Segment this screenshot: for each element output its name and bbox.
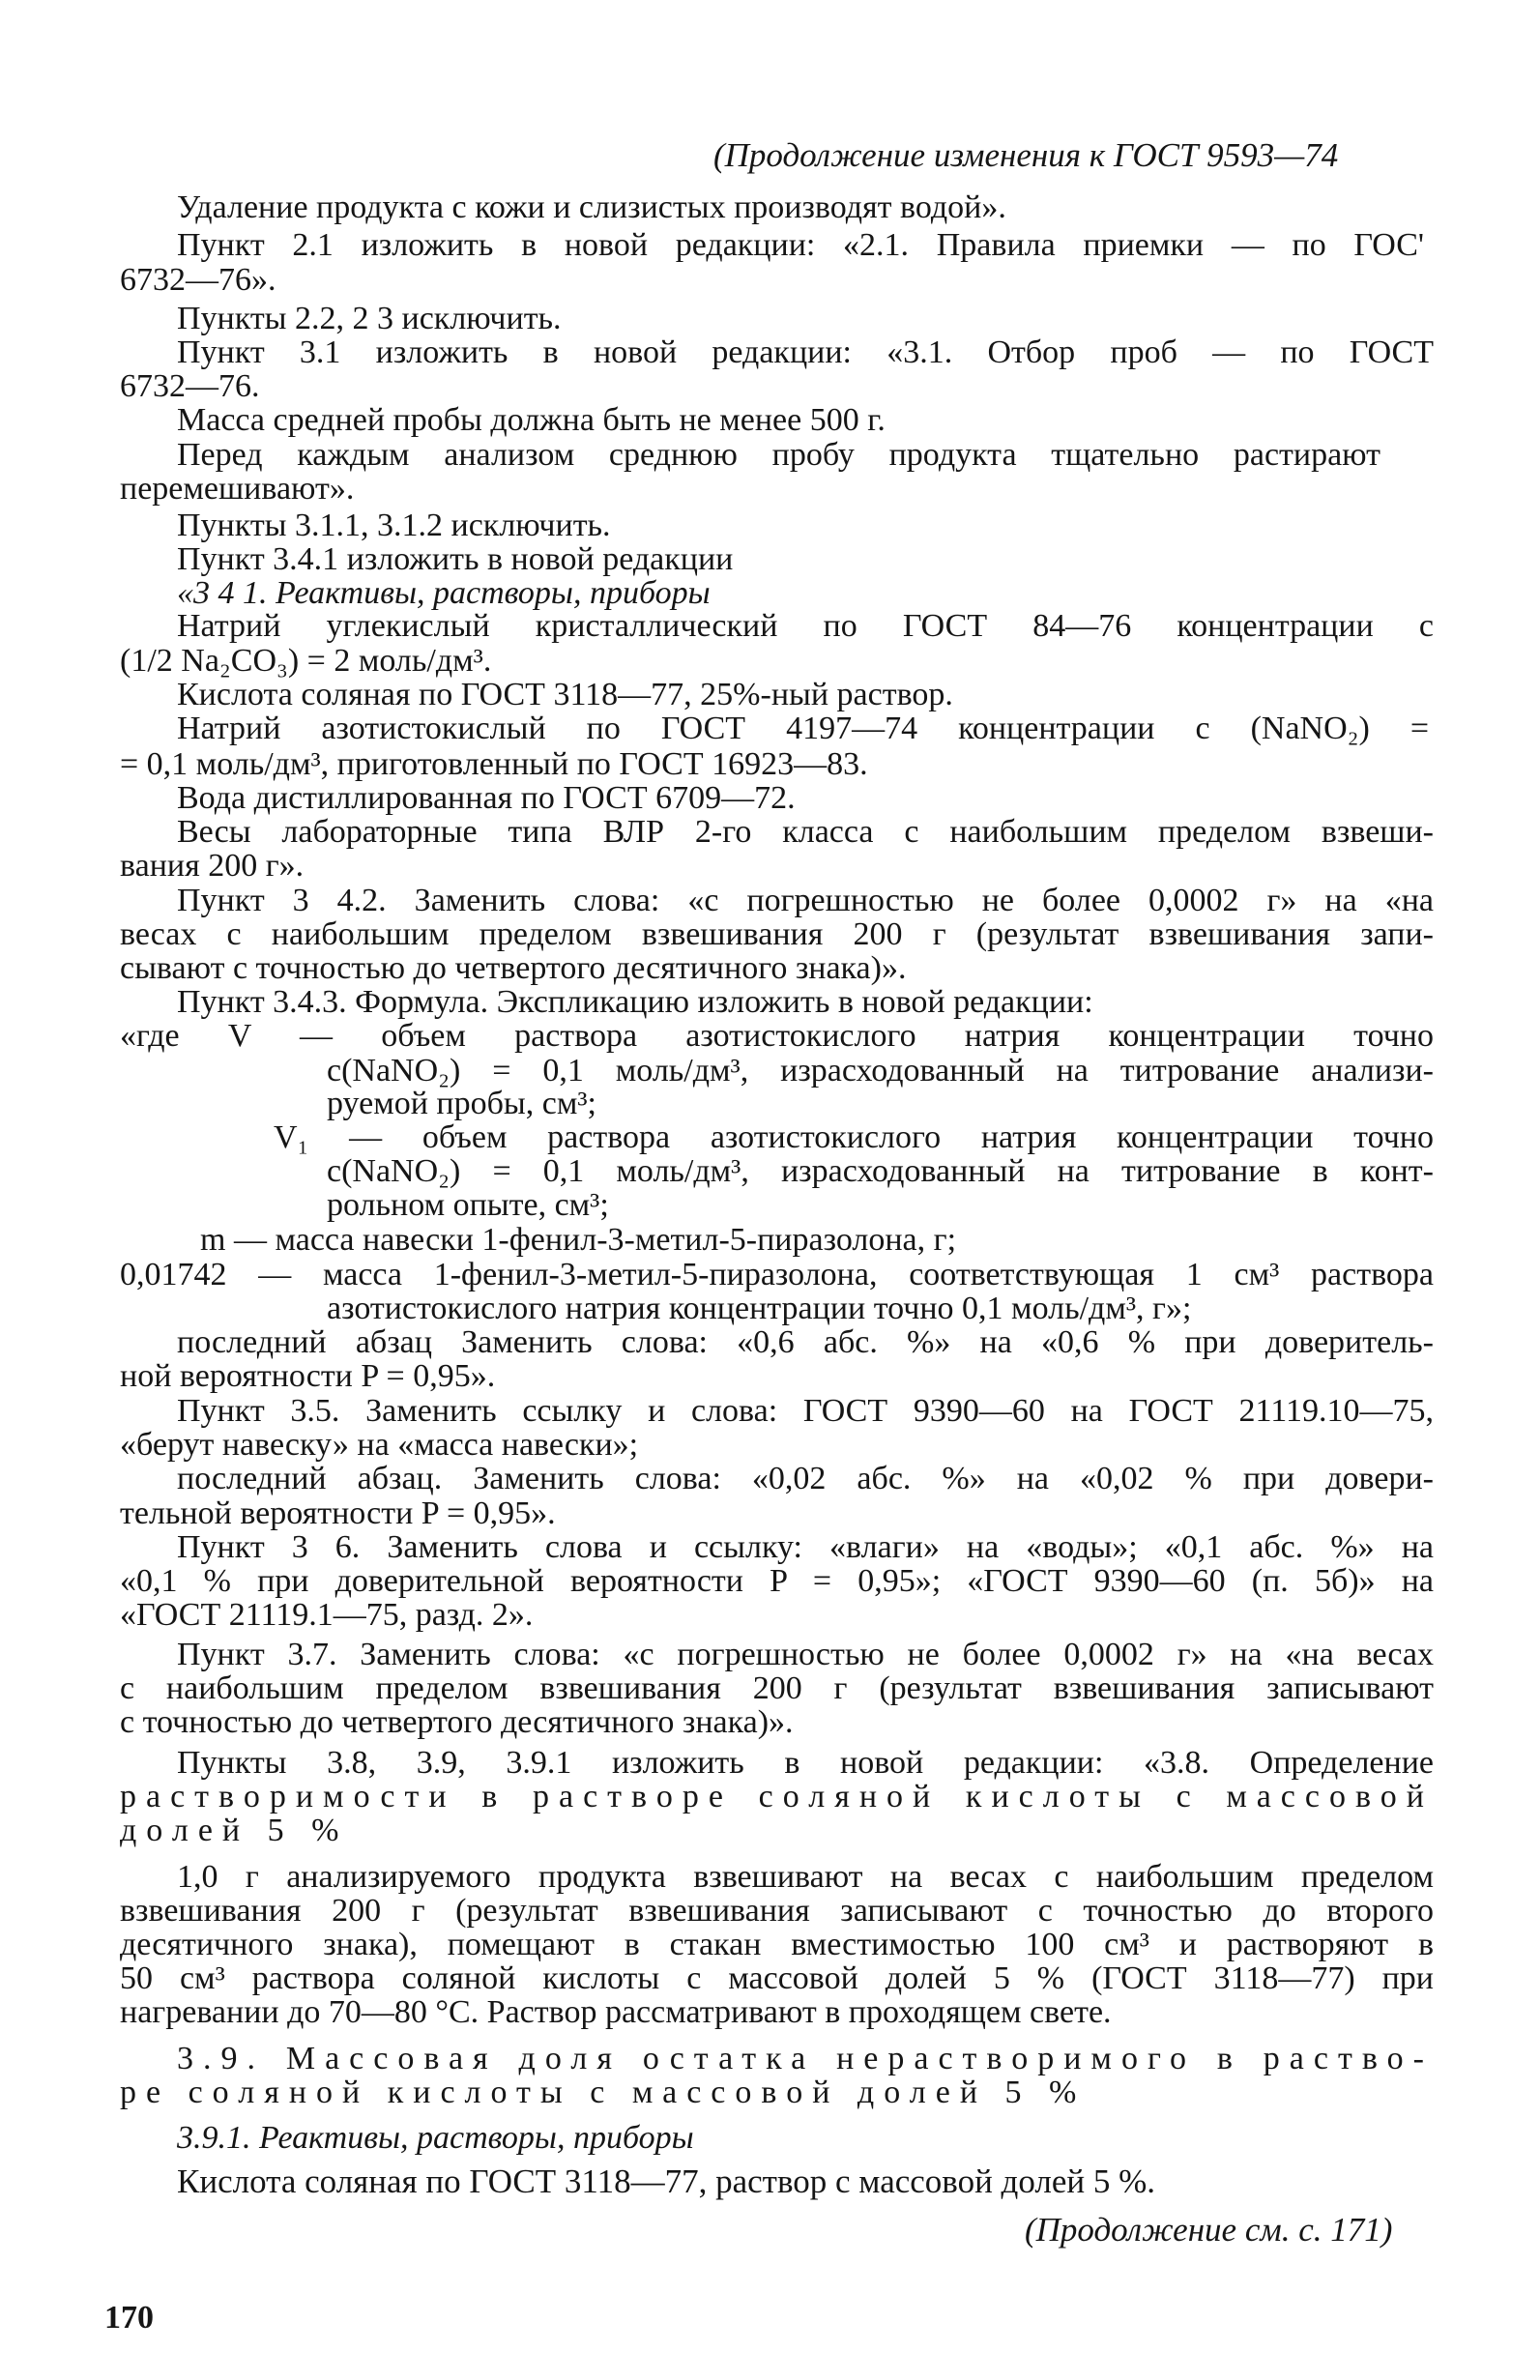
text-line: 1,0 г анализируемого продукта взвешивают на весах с наибольшим пределом [177, 1859, 1434, 1895]
text-line: Натрий азотистокислый по ГОСТ 4197—74 концентрации с (NaNO₂) = [177, 711, 1429, 746]
text-line: вания 200 г». [120, 848, 305, 884]
text-line: Пункты 3.1.1, 3.1.2 исключить. [177, 508, 611, 543]
text-line: десятичного знака), помещают в стакан вместимостью 100 см³ и растворяют в [120, 1927, 1434, 1962]
text-line: Кислота соляная по ГОСТ 3118—77, раствор с массовой долей 5 %. [177, 2162, 1156, 2200]
text-line: руемой пробы, см³; [327, 1086, 596, 1121]
spaced-heading: растворимости в растворе соляной кислоты с массовой [120, 1779, 1434, 1814]
text-line: = 0,1 моль/дм³, приготовленный по ГОСТ 16923—83. [120, 746, 868, 782]
continuation-note: (Продолжение см. с. 171) [1025, 2211, 1393, 2249]
text-line: m — масса навески 1-фенил-3-метил-5-пиразолона, г; [200, 1222, 957, 1258]
text-line: азотистокислого натрия концентрации точно 0,1 моль/дм³, г»; [327, 1291, 1192, 1326]
text-line: Пункт 3.1 изложить в новой редакции: «3.1. Отбор проб — по ГОСТ [177, 334, 1434, 370]
text-line: Пункт 2.1 изложить в новой редакции: «2.1. Правила приемки — по ГОС' [177, 227, 1424, 263]
text-line: «где V — объем раствора азотистокислого натрия концентрации точно [120, 1018, 1434, 1054]
text-line: с наибольшим пределом взвешивания 200 г (результат взвешивания записывают [120, 1670, 1434, 1706]
text-line: 50 см³ раствора соляной кислоты с массовой долей 5 % (ГОСТ 3118—77) при [120, 1960, 1434, 1996]
text-line: Пункт 3.4.3. Формула. Экспликацию изложить в новой редакции: [177, 984, 1093, 1020]
section-subheading: 3.9.1. Реактивы, растворы, приборы [177, 2120, 694, 2156]
text-line: последний абзац Заменить слова: «0,6 абс. %» на «0,6 % при доверитель- [177, 1324, 1434, 1360]
text-line: нагревании до 70—80 °С. Раствор рассматривают в проходящем свете. [120, 1994, 1112, 2030]
spaced-heading: 3.9. Массовая доля остатка нерастворимого в раство- [177, 2041, 1434, 2076]
text-line: Пункты 3.8, 3.9, 3.9.1 изложить в новой редакции: «3.8. Определение [177, 1745, 1434, 1781]
text-line: Вода дистиллированная по ГОСТ 6709—72. [177, 780, 796, 816]
text-line: Кислота соляная по ГОСТ 3118—77, 25%-ный раствор. [177, 677, 953, 712]
text-line: сывают с точностью до четвертого десятичного знака)». [120, 950, 907, 986]
text-line: 6732—76». [120, 262, 276, 298]
spaced-heading: долей 5 % [120, 1813, 349, 1848]
text-line: 6732—76. [120, 368, 260, 404]
text-line: Масса средней пробы должна быть не менее 500 г. [177, 402, 886, 438]
text-line: ной вероятности P = 0,95». [120, 1358, 496, 1394]
text-line: Пункт 3.4.1 изложить в новой редакции [177, 541, 734, 577]
text-line: перемешивают». [120, 471, 355, 507]
text-line: весах с наибольшим пределом взвешивания 200 г (результат взвешивания запи- [120, 916, 1434, 952]
text-line: 0,01742 — масса 1-фенил-3-метил-5-пиразолона, соответствующая 1 см³ раствора [120, 1257, 1434, 1292]
text-line: рольном опыте, см³; [327, 1187, 609, 1223]
text-line: Пункт 3 6. Заменить слова и ссылку: «влаги» на «воды»; «0,1 абс. %» на [177, 1529, 1434, 1565]
text-line: Весы лабораторные типа ВЛР 2-го класса с наибольшим пределом взвеши- [177, 814, 1434, 850]
text-line: с точностью до четвертого десятичного знака)». [120, 1704, 794, 1740]
text-line: «ГОСТ 21119.1—75, разд. 2». [120, 1597, 534, 1633]
text-line: с(NaNO₂) = 0,1 моль/дм³, израсходованный на титрование в конт- [327, 1153, 1434, 1189]
text-line: Удаление продукта с кожи и слизистых производят водой». [177, 189, 1006, 225]
page-number: 170 [104, 2300, 154, 2336]
text-line: взвешивания 200 г (результат взвешивания записывают с точностью до второго [120, 1893, 1434, 1929]
text-line: с(NaNO₂) = 0,1 моль/дм³, израсходованный на титрование анализи- [327, 1053, 1434, 1088]
text-line: «0,1 % при доверительной вероятности P = 0,95»; «ГОСТ 9390—60 (п. 5б)» на [120, 1563, 1434, 1599]
spaced-heading: ре соляной кислоты с массовой долей 5 % [120, 2075, 1087, 2110]
continuation-header: (Продолжение изменения к ГОСТ 9593—74 [713, 136, 1339, 174]
text-line: «берут навеску» на «масса навески»; [120, 1427, 639, 1463]
text-line: тельной вероятности P = 0,95». [120, 1495, 556, 1531]
text-line: V₁ — объем раствора азотистокислого натрия концентрации точно [274, 1119, 1434, 1155]
text-line: (1/2 Na₂CO₃) = 2 моль/дм³. [120, 643, 492, 679]
section-subheading: «3 4 1. Реактивы, растворы, приборы [177, 575, 711, 611]
text-line: Пункт 3.7. Заменить слова: «с погрешностью не более 0,0002 г» на «на весах [177, 1637, 1434, 1672]
text-line: Пункт 3 4.2. Заменить слова: «с погрешностью не более 0,0002 г» на «на [177, 883, 1434, 918]
text-line: Пункты 2.2, 2 3 исключить. [177, 301, 562, 336]
text-line: Пункт 3.5. Заменить ссылку и слова: ГОСТ 9390—60 на ГОСТ 21119.10—75, [177, 1393, 1434, 1429]
text-line: последний абзац. Заменить слова: «0,02 абс. %» на «0,02 % при довери- [177, 1461, 1434, 1496]
text-line: Натрий углекислый кристаллический по ГОСТ 84—76 концентрации с [177, 608, 1434, 644]
text-line: Перед каждым анализом среднюю пробу продукта тщательно растирают [177, 437, 1380, 473]
